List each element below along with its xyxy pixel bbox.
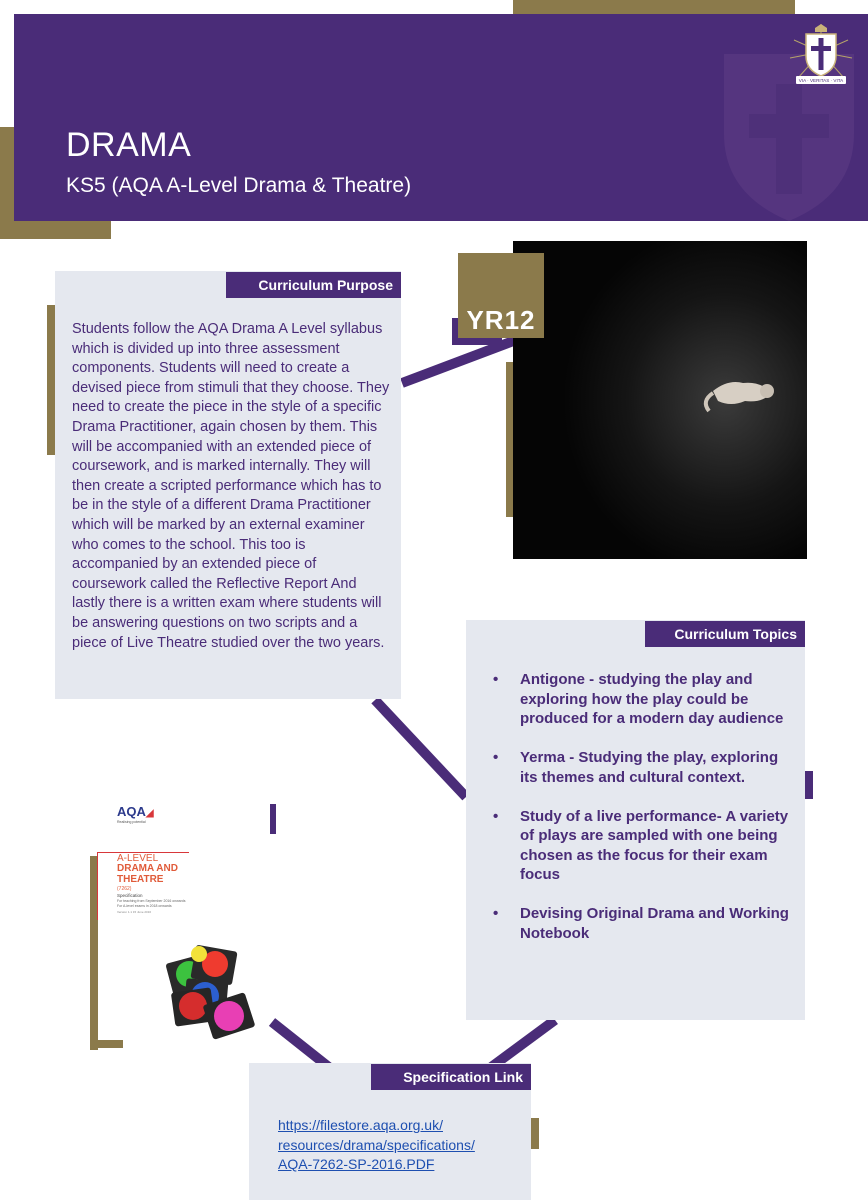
- doc-line1: A-LEVEL: [117, 853, 159, 864]
- curriculum-purpose-tag: Curriculum Purpose: [226, 272, 401, 298]
- list-item: [490, 748, 790, 787]
- bullet: •: [493, 671, 499, 688]
- page-title: DRAMA: [66, 126, 192, 164]
- performance-photo: [513, 241, 807, 559]
- aqa-brand: AQA: [117, 804, 146, 819]
- aqa-swoosh-icon: ◢: [145, 808, 154, 819]
- topic-text: Study of a live performance- A variety of plays are sampled with one being chosen as the focus for their exam focus: [520, 807, 789, 883]
- link-line: resources/drama/specifications/: [278, 1136, 475, 1153]
- list-item: [490, 904, 790, 943]
- list-item: [490, 807, 790, 885]
- doc-spec-detail1: For teaching from September 2016 onwards: [117, 899, 186, 903]
- list-item: [490, 670, 790, 729]
- gold-accent-purpose: [47, 305, 55, 455]
- dancer-image: [513, 241, 807, 559]
- doc-line3: THEATRE: [117, 874, 164, 885]
- aqa-logo: [117, 804, 154, 819]
- curriculum-purpose-text: Students follow the AQA Drama A Level syllabus which is divided up into three assessment components. Students will need to create a devised piece from stimuli that they choose. They need to create the piece in the style of a specific Drama Practitioner, again chosen by them. This will be accompanied with an extended piece of coursework, and is marked internally. They will then create a scripted performance which has to be in the style of a different Drama Practitioner which will be marked by an external examiner who comes to the school. This too is accompanied by an extended piece of coursework called the Reflective Report And lastly there is a written exam where students will be answering questions on two scripts and a piece of Live Theatre studied over the two years.: [72, 321, 390, 651]
- gold-accent-spec: [531, 1118, 539, 1149]
- crest-motto: VIA · VERITAS · VITA: [798, 78, 844, 83]
- topic-text: Yerma - Studying the play, exploring its themes and cultural context.: [520, 749, 779, 786]
- topic-text: Devising Original Drama and Working Notebook: [520, 905, 789, 942]
- specification-link[interactable]: [278, 1116, 518, 1175]
- link-line: https://filestore.aqa.org.uk/: [278, 1117, 443, 1133]
- link-line: AQA-7262-SP-2016.PDF: [278, 1156, 435, 1172]
- curriculum-topics-list: [490, 670, 790, 963]
- aqa-tagline: Realising potential: [117, 820, 146, 824]
- doc-version: Version 1.1 15 June 2016: [117, 910, 152, 914]
- topic-text: Antigone - studying the play and exploring how the play could be produced for a modern day audience: [520, 671, 784, 727]
- page-subtitle: KS5 (AQA A-Level Drama & Theatre): [66, 174, 412, 197]
- colour-gels-image: [163, 940, 263, 1040]
- bullet: •: [493, 749, 499, 766]
- doc-line2: DRAMA AND: [117, 863, 178, 874]
- doc-code: (7262): [117, 886, 132, 892]
- bullet: •: [493, 807, 499, 825]
- doc-spec-label: Specification: [117, 893, 143, 898]
- bullet: •: [493, 905, 499, 922]
- curriculum-topics-tag: Curriculum Topics: [645, 621, 805, 647]
- doc-spec-detail2: For A-level exams in 2018 onwards: [117, 904, 172, 908]
- specification-tag: Specification Link: [371, 1064, 531, 1090]
- purple-accent-topics: [805, 771, 813, 799]
- year-badge-label: YR12: [466, 305, 536, 335]
- doc-red-rule: [97, 852, 98, 920]
- spec-document-cover: [97, 800, 277, 1045]
- year-badge: [458, 253, 544, 338]
